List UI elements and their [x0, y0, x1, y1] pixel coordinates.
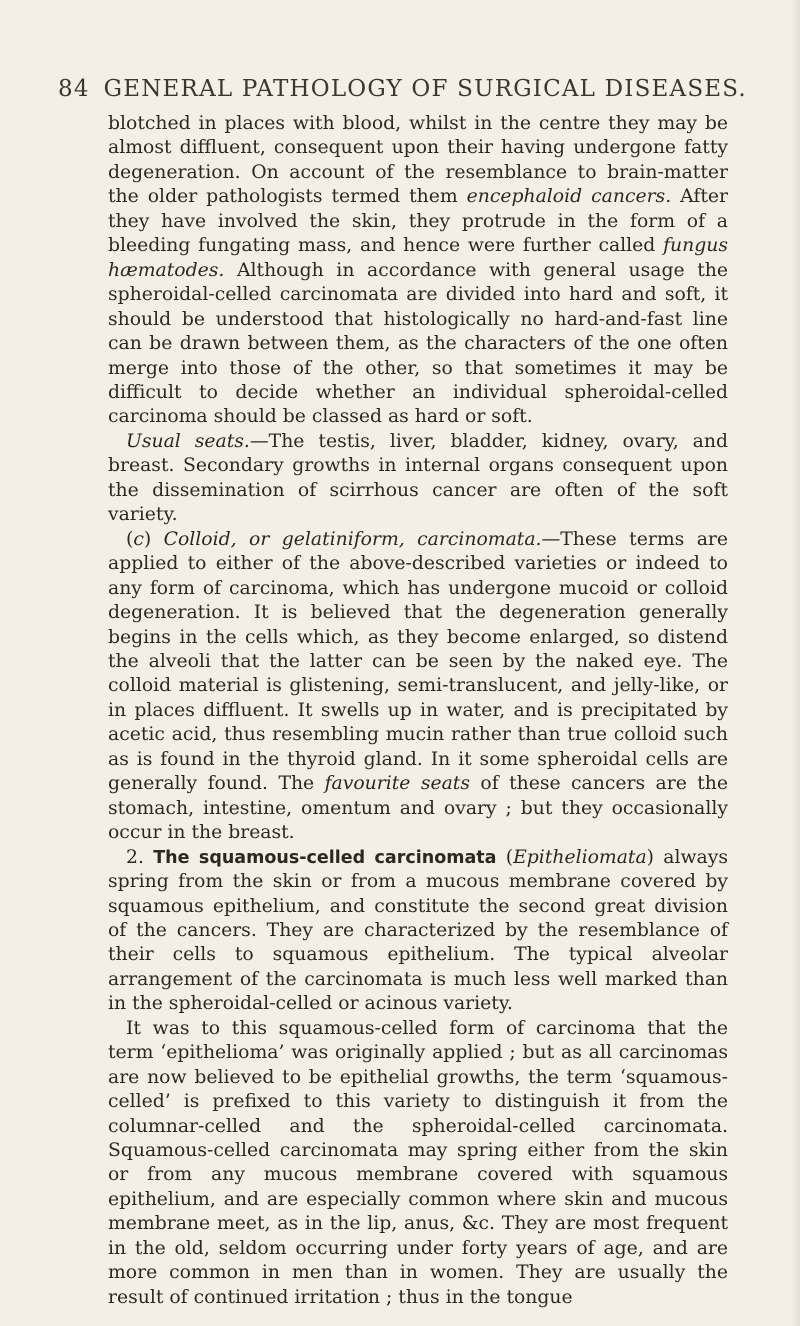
- text-run: blotched in places with blood, whilst in the centre they may be almost diffluent, consequent upon their having undergone fatty degeneration. On account of the resemblance to brain-matter the older pathologists termed them: [108, 113, 728, 208]
- text-run: Although in accordance with general usage the spheroidal-celled carcinomata are divided into hard and soft, it should be understood that histologically no hard-and-fast line can be drawn between them, as the characters of the one often merge into those of the other, so that sometimes it may be difficult to decide whether an individual spheroidal-celled carcinoma should be classed as hard or soft.: [108, 259, 728, 428]
- text-run: After they have involved the skin, they protrude in the form of a bleeding fungating mass, and hence were further called: [108, 186, 728, 257]
- text-run: ): [143, 528, 164, 550]
- term-epitheliomata: Epitheliomata: [513, 846, 647, 868]
- paragraph-encephaloid: [108, 112, 728, 430]
- heading-usual-seats: Usual seats.: [126, 430, 250, 452]
- term-favourite-seats: favourite seats: [324, 773, 470, 795]
- text-run: —These terms are applied to either of the above-described varieties or indeed to any form of carcinoma, which has undergone mucoid or colloid degeneration. It is believed that the degeneration generally begins in the cells which, as they become enlarged, so distend the alveoli that the latter can be seen by the naked eye. The colloid material is glistening, semi-translucent, and jelly-like, or in places diffluent. It swells up in water, and is precipitated by acetic acid, thus resembling mucin rather than true colloid such as is found in the thyroid gland. In it some spheroidal cells are generally found. The: [108, 528, 728, 795]
- item-letter: c: [133, 528, 144, 550]
- page-edge-shade: [790, 0, 800, 1326]
- paragraph-colloid: [108, 528, 728, 846]
- heading-squamous-celled: The squamous-celled carcinomata: [153, 847, 497, 868]
- text-run: It was to this squamous-celled form of carcinoma that the term ‘epithelioma’ was originally applied ; but as all carcinomas are now believed to be epithelial growths, the term ‘squamous-celled’ is prefixed to this variety to distinguish it from the columnar-celled and the spheroidal-celled carcinomata. Squamous-celled carcinomata may spring either from the skin or from any mucous membrane covered with squamous epithelium, and are especially common where skin and mucous membrane meet, as in the lip, anus, &c. They are most frequent in the old, seldom occurring under forty years of age, and are more common in men than in women. They are usually the result of continued irritation ; thus in the tongue: [108, 1017, 728, 1308]
- paragraph-usual-seats: [108, 430, 728, 528]
- text-run: (: [126, 528, 134, 550]
- term-fungus-haematodes: fungus hæmatodes.: [108, 235, 728, 281]
- text-run: —The testis, liver, bladder, kidney, ovary, and breast. Secondary growths in internal organs consequent upon the dissemination of scirrhous cancer are often of the soft variety.: [108, 430, 728, 526]
- text-run: ) always spring from the skin or from a mucous membrane covered by squamous epithelium, and constitute the second great division of the cancers. They are characterized by the resemblance of their cells to squamous epithelium. The typical alveolar arrangement of the carcinomata is much less well marked than in the spheroidal-celled or acinous variety.: [108, 846, 729, 1015]
- page-number: 84: [58, 76, 90, 102]
- text-run: of these cancers are the stomach, intestine, omentum and ovary ; but they occasionally occur in the breast.: [108, 773, 728, 844]
- body-text: [108, 112, 728, 1310]
- heading-colloid: Colloid, or gelatiniform, carcinomata.: [163, 528, 542, 550]
- paragraph-squamous: [108, 846, 728, 1017]
- running-title: GENERAL PATHOLOGY OF SURGICAL DISEASES.: [103, 76, 747, 102]
- text-run: (: [496, 846, 514, 868]
- text-run: 2.: [126, 846, 154, 868]
- term-encephaloid: encephaloid cancers.: [466, 186, 672, 208]
- paragraph-epithelioma: [108, 1017, 728, 1310]
- running-header: [58, 76, 747, 102]
